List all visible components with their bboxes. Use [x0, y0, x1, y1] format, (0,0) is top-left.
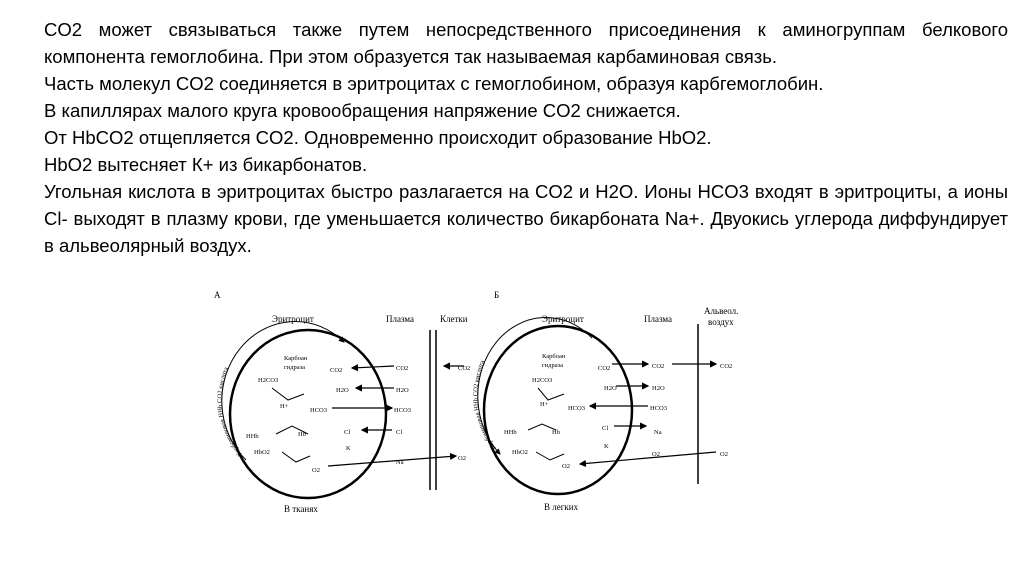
paragraph-carbonic-acid: Угольная кислота в эритроцитах быстро разлагается на CO2 и H2O. Ионы HCO3 входят в эритроциты, а ионы Cl- выходят в плазму крови, где уменьшается количество бикарбоната Na+. Двуокись углерода диффундирует в альвеолярный воздух.	[44, 181, 1008, 256]
paragraph-carbhemoglobin: Часть молекул CO2 соединяется в эритроцитах с гемоглобином, образуя карбгемоглобин.	[44, 73, 824, 94]
panel-a	[214, 290, 470, 514]
panel-a-h2co3: H2CO3	[258, 377, 279, 384]
panel-b-plasma-na: Na	[654, 429, 662, 436]
panel-b-hbo2: HbO2	[512, 449, 528, 456]
panel-b	[472, 290, 738, 512]
panel-a-plasma-h2o: H2O	[396, 387, 409, 394]
panel-a-cells-co2: CO2	[458, 365, 471, 372]
panel-b-hb: Hb	[552, 429, 560, 436]
panel-a-plasma-na: Na	[396, 459, 404, 466]
panel-a-enzyme-2: гидраза	[284, 364, 306, 371]
panel-b-h-ion: H+	[540, 401, 549, 408]
paragraph-carbamino: CO2 может связываться также путем непосредственного присоединения к аминогруппам белкового компонента гемоглобина. При этом образуется так называемая карбаминовая связь.	[44, 19, 1008, 67]
panel-b-col-erythrocyte: Эритроцит	[542, 314, 584, 324]
paragraph-co2-tension: В капиллярах малого круга кровообращения напряжение CO2 снижается.	[44, 100, 681, 121]
panel-a-col-erythrocyte: Эритроцит	[272, 314, 314, 324]
panel-b-enzyme-1: Карбоан	[542, 353, 566, 360]
panel-b-col-plasma: Плазма	[644, 314, 673, 324]
panel-a-cells-o2: O2	[458, 455, 466, 462]
panel-a-hhb: HHb	[246, 433, 259, 440]
panel-b-hhb: HHb	[504, 429, 517, 436]
panel-b-plasma-o2: O2	[652, 451, 660, 458]
panel-a-inner-co2: CO2	[330, 367, 343, 374]
panel-a-inner-o2: O2	[312, 467, 320, 474]
panel-b-h2co3: H2CO3	[532, 377, 553, 384]
panel-a-inner-h2o: H2O	[336, 387, 349, 394]
panel-a-hb: Hb	[298, 431, 306, 438]
text-block	[44, 16, 1008, 259]
panel-b-erythrocyte-membrane	[484, 326, 632, 494]
panel-a-plasma-co2: CO2	[396, 365, 409, 372]
panel-b-enzyme-2: гидраза	[542, 362, 564, 369]
panel-a-plasma-hco3: HCO3	[394, 407, 411, 414]
panel-b-letter: Б	[494, 290, 500, 300]
panel-b-inner-h2o: H2O	[604, 385, 617, 392]
panel-b-inner-k: K	[604, 443, 609, 450]
paragraph-hbco2: От HbCO2 отщепляется CO2. Одновременно происходит образование HbO2.	[44, 127, 712, 148]
panel-a-letter: А	[214, 290, 221, 300]
panel-a-col-plasma: Плазма	[386, 314, 415, 324]
panel-b-arc-label: Карбоминовая HHb CO2 кислота	[472, 359, 498, 452]
panel-b-plasma-co2: CO2	[652, 363, 665, 370]
panel-b-inner-hco3: HCO3	[568, 405, 585, 412]
panel-b-inner-cl: Cl	[602, 425, 609, 432]
panel-a-col-cells: Клетки	[440, 314, 468, 324]
panel-b-col-alveolar-2: воздух	[708, 317, 734, 327]
paragraph-hbo2: HbO2 вытесняет К+ из бикарбонатов.	[44, 154, 368, 175]
panel-b-col-alveolar-1: Альвеол.	[704, 306, 739, 316]
panel-a-inner-k: K	[346, 445, 351, 452]
panel-b-alveolar-o2: O2	[720, 451, 728, 458]
panel-b-plasma-h2o: H2O	[652, 385, 665, 392]
panel-a-inner-cl: Cl	[344, 429, 351, 436]
panel-a-enzyme-1: Карбоан	[284, 355, 308, 362]
panel-b-inner-co2: CO2	[598, 365, 611, 372]
panel-b-inner-o2: O2	[562, 463, 570, 470]
panel-a-arc-label: Карбоминовая HHb CO2 кислота	[216, 366, 244, 458]
panel-a-caption: В тканях	[284, 504, 318, 514]
panel-b-caption: В легких	[544, 502, 579, 512]
panel-a-inner-hco3: HCO3	[310, 407, 327, 414]
panel-b-alveolar-co2: CO2	[720, 363, 733, 370]
panel-a-plasma-cl: Cl	[396, 429, 403, 436]
gas-exchange-figure	[212, 284, 788, 524]
panel-a-h-ion: H+	[280, 403, 289, 410]
panel-b-plasma-hco3: HCO3	[650, 405, 667, 412]
panel-a-erythrocyte-membrane	[230, 330, 386, 498]
panel-a-hbo2: HbO2	[254, 449, 270, 456]
